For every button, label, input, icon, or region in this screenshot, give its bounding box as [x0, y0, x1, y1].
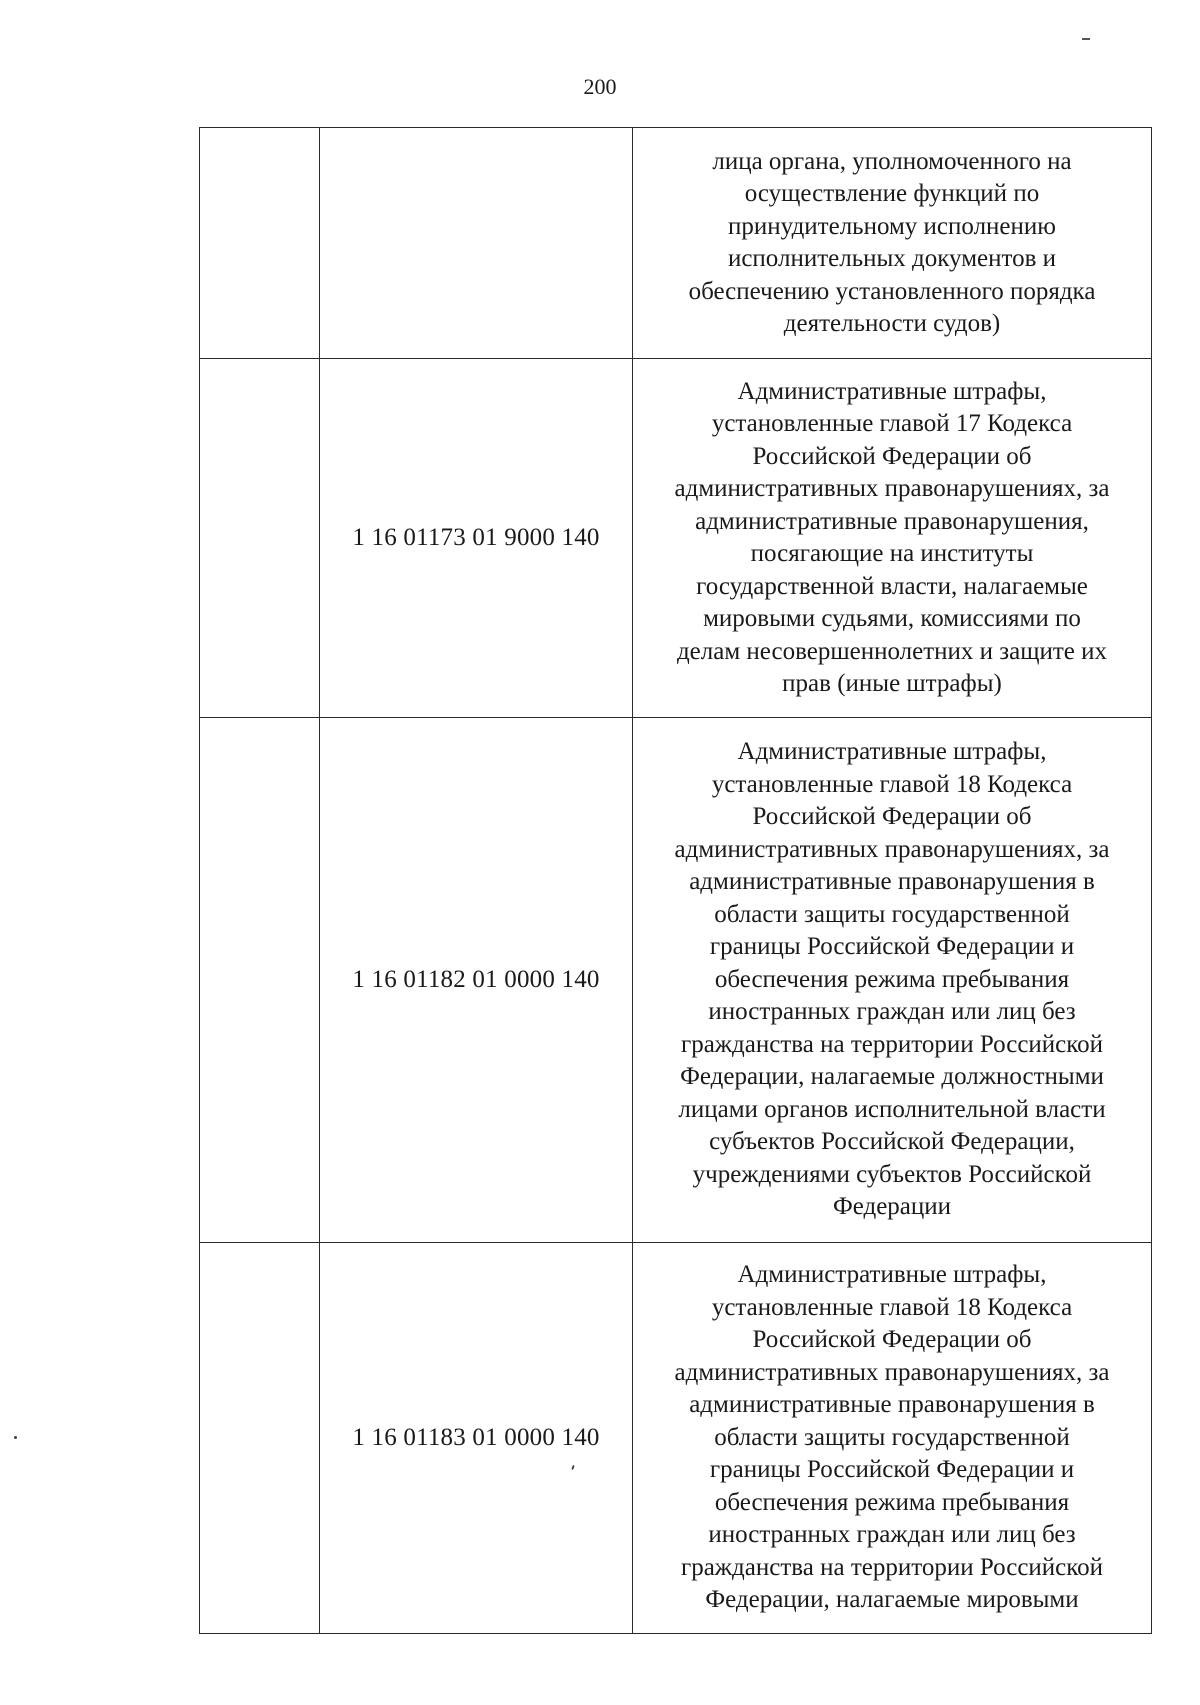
revenue-name-line: исполнительных документов и — [727, 245, 1057, 272]
revenue-name-line: Федерации, налагаемые мировыми — [705, 1586, 1079, 1614]
revenue-name-line: границы Российской Федерации и — [709, 933, 1075, 961]
revenue-name-line: государственной власти, налагаемые — [696, 572, 1088, 600]
revenue-name-line: Российской Федерации об — [752, 442, 1032, 470]
revenue-name-line: административных правонарушениях, за — [674, 835, 1110, 863]
revenue-name-line: области защиты государственной — [714, 1423, 1070, 1451]
revenue-name-line: Административные штрафы, — [737, 377, 1047, 405]
table-body — [200, 128, 1152, 1634]
revenue-name-line: области защиты государственной — [714, 900, 1070, 928]
admin-code-cell — [200, 128, 320, 359]
table-row — [200, 359, 1152, 718]
revenue-name-cell — [633, 718, 1152, 1243]
revenue-name-line: иностранных граждан или лиц без — [708, 998, 1076, 1026]
revenue-name-line: административные правонарушения, — [695, 507, 1089, 535]
scan-mark — [1082, 38, 1090, 40]
revenue-name-line: лица органа, уполномоченного на — [712, 147, 1072, 175]
revenue-name-line: обеспечению установленного порядка — [688, 277, 1096, 305]
revenue-name-line: гражданства на территории Российской — [680, 1030, 1104, 1058]
revenue-name-line: Российской Федерации об — [752, 803, 1032, 831]
revenue-name-line: принудительному исполнению — [728, 212, 1056, 240]
revenue-name-line: посягающие на институты — [750, 540, 1034, 567]
revenue-name-line: субъектов Российской Федерации, — [709, 1128, 1075, 1156]
admin-code-cell — [200, 1243, 320, 1634]
revenue-name-line: административные правонарушения в — [689, 1391, 1095, 1419]
revenue-name-line: гражданства на территории Российской — [680, 1553, 1104, 1581]
revenue-name-line: обеспечения режима пребывания — [714, 965, 1070, 993]
revenue-name-line: Административные штрафы, — [737, 1261, 1047, 1289]
revenue-name-line: Российской Федерации об — [752, 1326, 1032, 1354]
revenue-name-line: лицами органов исполнительной власти — [678, 1095, 1106, 1123]
revenue-name-line: Федерации — [832, 1193, 952, 1221]
revenue-name-line: установленные главой 18 Кодекса — [711, 770, 1073, 798]
admin-code-cell — [200, 359, 320, 718]
page-number: 200 — [583, 74, 617, 99]
revenue-code-cell: 1 16 01173 01 9000 140 — [320, 359, 633, 718]
revenue-name-line: установленные главой 17 Кодекса — [711, 410, 1073, 437]
revenue-name-line: административные правонарушения в — [689, 868, 1095, 896]
revenue-name-line: Федерации, налагаемые должностными — [680, 1063, 1104, 1091]
revenue-name-cell — [633, 1243, 1152, 1634]
table-row — [200, 128, 1152, 359]
budget-classification-table — [199, 127, 1152, 1634]
revenue-name-line: установленные главой 18 Кодекса — [711, 1293, 1073, 1321]
revenue-name-line: учреждениями субъектов Российской — [692, 1160, 1092, 1188]
revenue-name-line: прав (иные штрафы) — [782, 670, 1002, 697]
revenue-name-line: деятельности судов) — [783, 310, 1001, 337]
table-row — [200, 718, 1152, 1243]
revenue-code-cell — [320, 128, 633, 359]
revenue-name-line: обеспечения режима пребывания — [714, 1488, 1070, 1516]
revenue-name-line: административных правонарушениях, за — [674, 475, 1110, 502]
table-row — [200, 1243, 1152, 1634]
admin-code-cell — [200, 718, 320, 1243]
scan-speck — [14, 1436, 17, 1439]
revenue-name-line: делам несовершеннолетних и защите их — [676, 637, 1108, 665]
revenue-name-line: иностранных граждан или лиц без — [708, 1521, 1076, 1549]
revenue-name-line: административных правонарушениях, за — [674, 1358, 1110, 1386]
revenue-code-cell: 1 16 01183 01 0000 140 — [320, 1243, 633, 1634]
revenue-code-cell: 1 16 01182 01 0000 140 — [320, 718, 633, 1243]
revenue-name-cell — [633, 128, 1152, 359]
revenue-name-line: осуществление функций по — [744, 180, 1040, 207]
revenue-name-line: мировыми судьями, комиссиями по — [703, 605, 1081, 632]
revenue-name-line: границы Российской Федерации и — [709, 1456, 1075, 1484]
revenue-name-line: Административные штрафы, — [737, 738, 1047, 766]
revenue-name-cell — [633, 359, 1152, 718]
